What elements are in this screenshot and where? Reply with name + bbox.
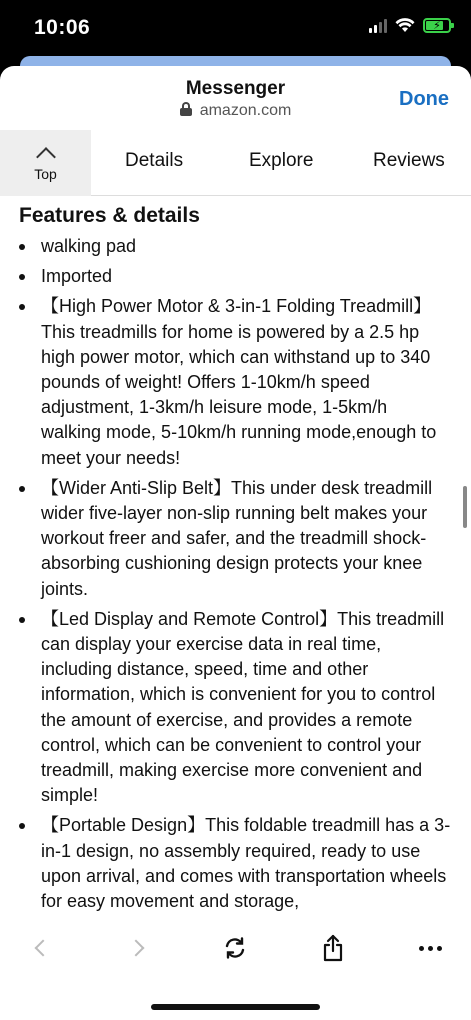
- chevron-up-icon: [36, 147, 56, 167]
- browser-toolbar: [0, 920, 471, 1020]
- tab-top[interactable]: [0, 130, 91, 196]
- list-item: 【Portable Design】This foldable treadmill has a 3-in-1 design, no assembly required, ready to use upon arrival, and comes with transportation wheels for easy movement and storage,: [0, 813, 471, 914]
- section-tabs: [0, 130, 471, 196]
- cellular-signal-icon: [369, 19, 387, 33]
- done-button[interactable]: Done: [399, 88, 449, 110]
- more-icon[interactable]: [410, 928, 450, 968]
- feature-list: [0, 234, 471, 919]
- tab-explore[interactable]: Explore: [249, 150, 314, 171]
- forward-icon[interactable]: [118, 928, 158, 968]
- reload-icon[interactable]: [215, 928, 255, 968]
- list-item: walking pad: [0, 234, 471, 259]
- home-indicator: [151, 1004, 320, 1010]
- list-item: 【High Power Motor & 3-in-1 Folding Treadmill】This treadmills for home is powered by a 2.5 hp high power motor, which can withstand up to 340 pounds of weight! Offers 1-10km/h speed adjustment, 1-3km/h leisure mode, 1-5km/h walking mode, 5-10km/h running mode,enough to meet your needs!: [0, 294, 471, 470]
- status-icons: [369, 18, 451, 33]
- wifi-icon: [395, 18, 415, 33]
- status-bar: [0, 0, 471, 58]
- battery-charging-icon: ⚡: [423, 18, 451, 33]
- sheet-header: [0, 66, 471, 130]
- page-title: Messenger: [185, 78, 286, 99]
- list-item: Imported: [0, 264, 471, 289]
- lock-icon: [180, 102, 192, 116]
- list-item: 【Led Display and Remote Control】This treadmill can display your exercise data in real time, including distance, speed, time and other information, which is convenient for you to control the amount of exercise, and provides a remote control, which can be convenient to control your treadmill, making exercise more convenient and simple!: [0, 607, 471, 809]
- status-time: 10:06: [34, 16, 91, 39]
- back-icon[interactable]: [20, 928, 60, 968]
- scrollbar[interactable]: [463, 486, 467, 528]
- share-icon[interactable]: [313, 928, 353, 968]
- tab-reviews[interactable]: Reviews: [373, 150, 445, 171]
- section-title: Features & details: [19, 204, 200, 227]
- url-text: amazon.com: [199, 102, 292, 119]
- tab-details[interactable]: Details: [125, 150, 184, 171]
- list-item: 【Wider Anti-Slip Belt】This under desk treadmill wider five-layer non-slip running belt makes your workout freer and safer, and the treadmill shock-absorbing cushioning design protects your knee joints.: [0, 476, 471, 602]
- browser-sheet: [0, 66, 471, 1020]
- tab-top-label: Top: [34, 166, 57, 182]
